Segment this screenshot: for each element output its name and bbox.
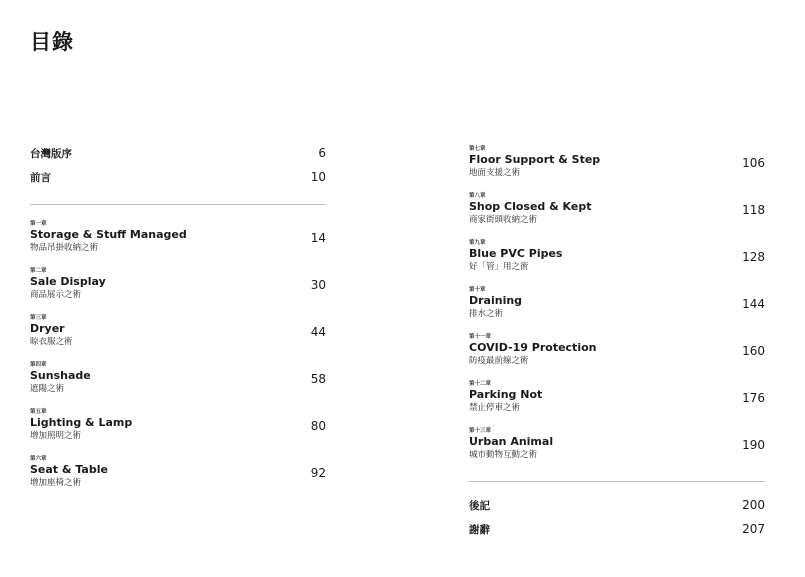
chapter-number: 第十三章 xyxy=(469,428,492,434)
chapter-title-zh: 遮陽之術 xyxy=(30,384,65,394)
chapter-page: 190 xyxy=(742,438,765,452)
chapter-number: 第九章 xyxy=(469,240,486,246)
entry-title: 台灣版序 xyxy=(30,148,72,160)
chapter-title-zh: 排水之術 xyxy=(469,309,504,319)
chapter-number: 第六章 xyxy=(30,456,47,462)
entry-title: 前言 xyxy=(30,172,51,184)
toc-chapter-entry[interactable] xyxy=(469,287,765,334)
chapter-title-en: Lighting & Lamp xyxy=(30,416,133,429)
toc-back-entry[interactable] xyxy=(469,498,765,522)
page-title: 目錄 xyxy=(30,30,74,54)
chapter-number: 第一章 xyxy=(30,221,47,227)
chapter-title-en: Seat & Table xyxy=(30,463,108,476)
chapter-page: 106 xyxy=(742,156,765,170)
chapter-title-zh: 商家街頭收納之術 xyxy=(469,215,538,225)
chapter-title-en: Blue PVC Pipes xyxy=(469,247,563,260)
chapter-number: 第十二章 xyxy=(469,381,492,387)
chapter-number: 第五章 xyxy=(30,409,47,415)
divider xyxy=(30,204,326,205)
chapter-title-zh: 增加座椅之術 xyxy=(30,478,82,488)
chapter-page: 44 xyxy=(310,325,326,339)
chapter-title-zh: 城市動物互動之術 xyxy=(469,450,538,460)
chapter-title-en: Sale Display xyxy=(30,275,106,288)
toc-chapter-entry[interactable] xyxy=(30,456,326,503)
toc-chapter-entry[interactable] xyxy=(469,334,765,381)
chapter-page: 176 xyxy=(742,391,765,405)
chapter-page: 144 xyxy=(742,297,765,311)
chapter-number: 第十章 xyxy=(469,287,486,293)
chapter-title-zh: 增加照明之術 xyxy=(30,431,82,441)
chapter-number: 第八章 xyxy=(469,193,486,199)
chapter-title-en: Parking Not xyxy=(469,388,543,401)
toc-chapter-entry[interactable] xyxy=(469,193,765,240)
chapter-number: 第四章 xyxy=(30,362,47,368)
chapter-title-en: Urban Animal xyxy=(469,435,554,448)
chapter-page: 30 xyxy=(310,278,326,292)
chapter-page: 92 xyxy=(310,466,326,480)
entry-page: 6 xyxy=(318,146,326,160)
chapter-title-zh: 防疫最前線之術 xyxy=(469,356,529,366)
chapter-title-en: Floor Support & Step xyxy=(469,153,601,166)
toc-chapter-entry[interactable] xyxy=(30,268,326,315)
toc-chapter-entry[interactable] xyxy=(30,409,326,456)
toc-chapter-entry[interactable] xyxy=(30,362,326,409)
chapter-page: 118 xyxy=(742,203,765,217)
entry-page: 10 xyxy=(310,170,326,184)
chapter-number: 第三章 xyxy=(30,315,47,321)
chapter-title-en: COVID-19 Protection xyxy=(469,341,597,354)
chapter-title-zh: 商品展示之術 xyxy=(30,290,82,300)
chapter-title-zh: 禁止停車之術 xyxy=(469,403,521,413)
divider xyxy=(469,481,765,482)
toc-chapter-entry[interactable] xyxy=(469,381,765,428)
toc-left-column xyxy=(30,146,326,503)
chapter-number: 第七章 xyxy=(469,146,486,152)
chapter-title-en: Sunshade xyxy=(30,369,91,382)
chapter-title-en: Storage & Stuff Managed xyxy=(30,228,187,241)
chapter-title-en: Draining xyxy=(469,294,523,307)
chapter-number: 第二章 xyxy=(30,268,47,274)
chapter-page: 160 xyxy=(742,344,765,358)
toc-chapter-entry[interactable] xyxy=(30,315,326,362)
chapter-number: 第十一章 xyxy=(469,334,492,340)
toc-front-entry[interactable] xyxy=(30,146,326,170)
chapter-title-zh: 物品吊掛收納之術 xyxy=(30,243,99,253)
chapter-page: 128 xyxy=(742,250,765,264)
entry-title: 後記 xyxy=(469,500,490,512)
chapter-title-zh: 晾衣服之術 xyxy=(30,337,73,347)
chapter-title-zh: 好「管」用之術 xyxy=(469,262,529,272)
chapter-title-en: Shop Closed & Kept xyxy=(469,200,592,213)
toc-chapter-entry[interactable] xyxy=(469,428,765,475)
toc-right-column xyxy=(469,146,765,546)
chapter-page: 58 xyxy=(310,372,326,386)
entry-title: 謝辭 xyxy=(469,524,490,536)
toc-chapter-entry[interactable] xyxy=(469,146,765,193)
entry-page: 207 xyxy=(742,522,765,536)
toc-chapter-entry[interactable] xyxy=(30,221,326,268)
toc-front-entry[interactable] xyxy=(30,170,326,194)
toc-back-entry[interactable] xyxy=(469,522,765,546)
chapter-page: 80 xyxy=(310,419,326,433)
chapter-title-en: Dryer xyxy=(30,322,65,335)
entry-page: 200 xyxy=(742,498,765,512)
chapter-page: 14 xyxy=(310,231,326,245)
toc-chapter-entry[interactable] xyxy=(469,240,765,287)
chapter-title-zh: 地面支援之術 xyxy=(469,168,521,178)
